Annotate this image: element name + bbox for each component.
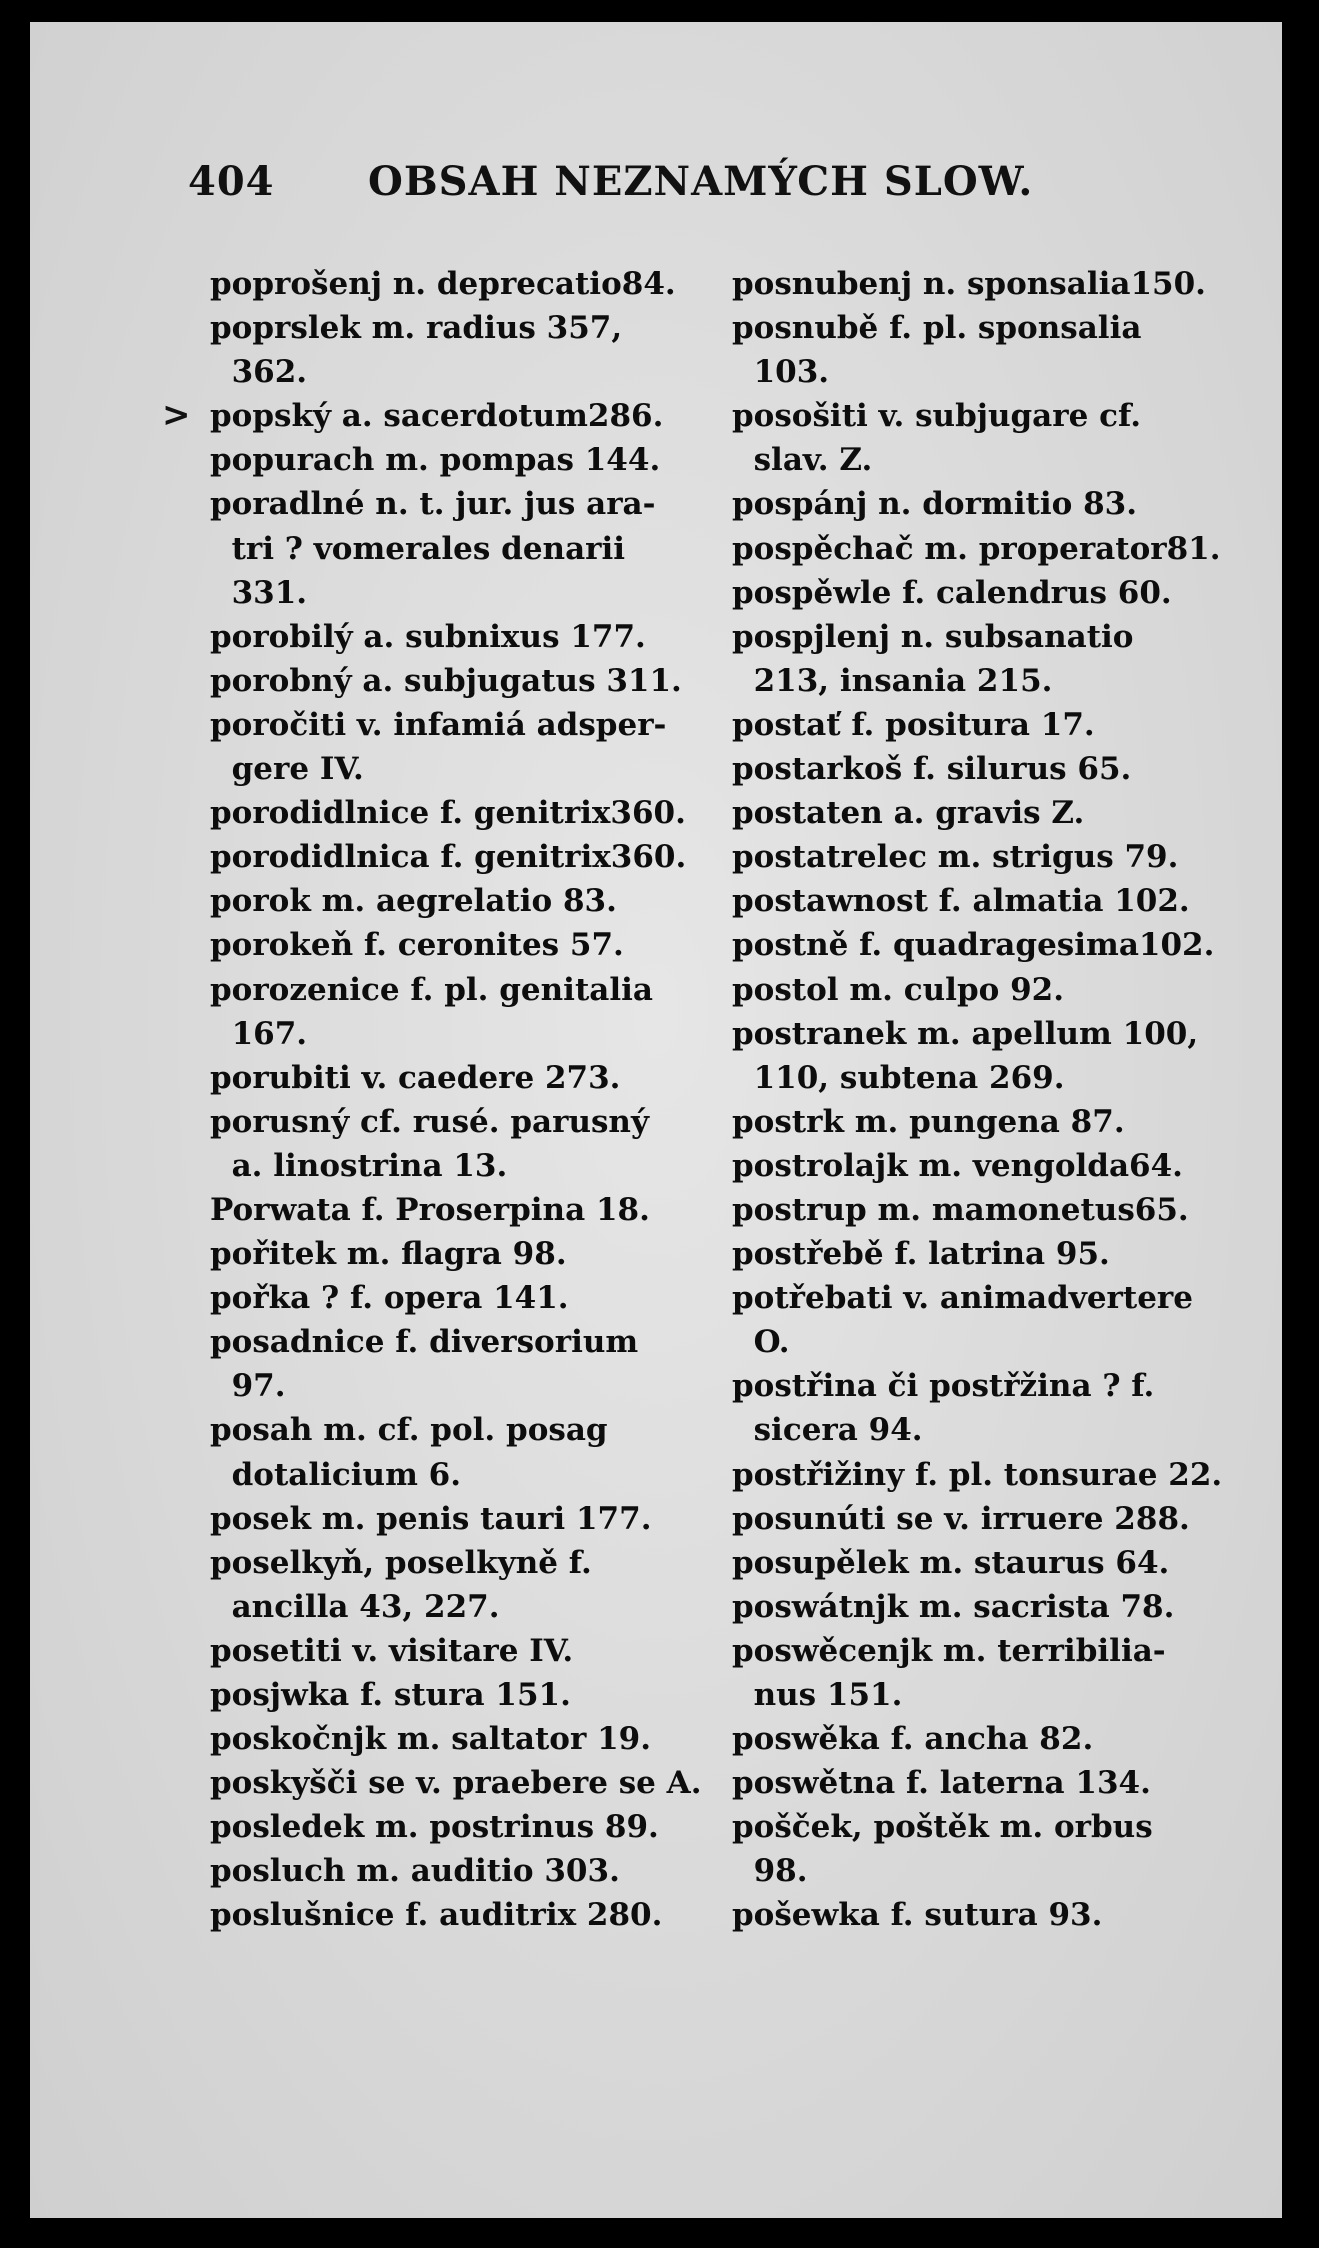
glossary-line: postrup m. mamonetus65.: [732, 1191, 1189, 1228]
glossary-line: sicera 94.: [732, 1412, 923, 1449]
glossary-line: popský a. sacerdotum286.: [210, 398, 664, 435]
glossary-line: postawnost f. almatia 102.: [732, 883, 1190, 920]
glossary-line: postol m. culpo 92.: [732, 971, 1065, 1008]
glossary-line: pospjlenj n. subsanatio: [732, 618, 1134, 655]
glossary-line: nus 151.: [732, 1677, 903, 1713]
glossary-line: postranek m. apellum 100,: [732, 1015, 1199, 1052]
glossary-line: porozenice f. pl. genitalia: [210, 971, 654, 1008]
glossary-line: poročiti v. infamiá adsper-: [210, 706, 667, 743]
glossary-line: slav. Z.: [732, 442, 873, 479]
glossary-line: posnubě f. pl. sponsalia: [732, 310, 1142, 347]
glossary-line: O.: [732, 1324, 790, 1361]
glossary-line: porobný a. subjugatus 311.: [210, 662, 682, 699]
glossary-line: pospěchač m. properator81.: [732, 530, 1221, 567]
glossary-line: poskočnjk m. saltator 19.: [210, 1721, 652, 1758]
glossary-line: postaten a. gravis Z.: [732, 795, 1085, 832]
glossary-line: pošewka f. sutura 93.: [732, 1897, 1103, 1934]
glossary-line: potřebati v. animadvertere: [732, 1280, 1193, 1317]
glossary-line: poselkyň, poselkyně f.: [210, 1544, 592, 1581]
glossary-column-left: [210, 262, 700, 1938]
glossary-line: porobilý a. subnixus 177.: [210, 618, 646, 655]
glossary-line: posnubenj n. sponsalia150.: [732, 266, 1206, 302]
glossary-line: poprošenj n. deprecatio84.: [210, 266, 676, 302]
glossary-line: poswěcenjk m. terribilia-: [732, 1632, 1166, 1669]
glossary-line: dotalicium 6.: [210, 1456, 462, 1493]
glossary-line: 331.: [210, 574, 308, 611]
glossary-line: poswětna f. laterna 134.: [732, 1765, 1151, 1802]
glossary-line: 110, subtena 269.: [732, 1059, 1065, 1096]
glossary-line: postrk m. pungena 87.: [732, 1103, 1125, 1140]
glossary-line: poradlné n. t. jur. jus ara-: [210, 486, 656, 523]
glossary-line: posunúti se v. irruere 288.: [732, 1500, 1190, 1537]
glossary-line: 362.: [210, 354, 308, 391]
glossary-line: posupělek m. staurus 64.: [732, 1544, 1170, 1581]
glossary-line: postať f. positura 17.: [732, 706, 1095, 743]
glossary-line: porodidlnica f. genitrix360.: [210, 839, 687, 876]
glossary-line: posetiti v. visitare IV.: [210, 1632, 574, 1669]
glossary-line: gere IV.: [210, 751, 364, 788]
page-number: 404: [188, 158, 275, 205]
glossary-line: porubiti v. caedere 273.: [210, 1059, 621, 1096]
glossary-line: popurach m. pompas 144.: [210, 442, 661, 479]
glossary-line: poprslek m. radius 357,: [210, 310, 623, 347]
glossary-line: 213, insania 215.: [732, 662, 1053, 699]
glossary-line: postřina či postřžina ? f.: [732, 1368, 1155, 1405]
glossary-line: poswěka f. ancha 82.: [732, 1721, 1094, 1758]
glossary-line: postně f. quadragesima102.: [732, 927, 1215, 964]
glossary-line: postrolajk m. vengolda64.: [732, 1147, 1183, 1184]
glossary-line: pošček, poštěk m. orbus: [732, 1809, 1153, 1846]
glossary-line: posluch m. auditio 303.: [210, 1853, 620, 1890]
glossary-line: posjwka f. stura 151.: [210, 1677, 571, 1713]
glossary-line: pospánj n. dormitio 83.: [732, 486, 1137, 523]
page-header: [178, 140, 1038, 210]
glossary-column-right: [732, 262, 1232, 1938]
glossary-line: poswátnjk m. sacrista 78.: [732, 1588, 1175, 1625]
glossary-line: postatrelec m. strigus 79.: [732, 839, 1179, 876]
glossary-line: Porwata f. Proserpina 18.: [210, 1191, 650, 1228]
glossary-line: porodidlnice f. genitrix360.: [210, 795, 686, 832]
margin-marker: >: [162, 395, 191, 435]
glossary-line: posek m. penis tauri 177.: [210, 1500, 652, 1537]
glossary-line: tri ? vomerales denarii: [210, 530, 626, 567]
glossary-line: porokeň f. ceronites 57.: [210, 927, 624, 964]
glossary-line: 103.: [732, 354, 830, 391]
glossary-line: porusný cf. rusé. parusný: [210, 1103, 649, 1140]
glossary-line: pořitek m. flagra 98.: [210, 1236, 567, 1273]
glossary-line: ancilla 43, 227.: [210, 1588, 500, 1625]
glossary-line: postarkoš f. silurus 65.: [732, 751, 1132, 788]
glossary-line: pořka ? f. opera 141.: [210, 1280, 569, 1317]
glossary-line: 167.: [210, 1015, 308, 1052]
glossary-line: porok m. aegrelatio 83.: [210, 883, 617, 920]
running-title: OBSAH NEZNAMÝCH SLOW.: [368, 158, 1034, 205]
glossary-line: 97.: [210, 1368, 286, 1405]
glossary-line: postřižiny f. pl. tonsurae 22.: [732, 1456, 1223, 1493]
glossary-line: posledek m. postrinus 89.: [210, 1809, 659, 1846]
glossary-line: poslušnice f. auditrix 280.: [210, 1897, 663, 1934]
glossary-line: 98.: [732, 1853, 808, 1890]
glossary-line: posah m. cf. pol. posag: [210, 1412, 608, 1449]
glossary-line: pospěwle f. calendrus 60.: [732, 574, 1172, 611]
glossary-line: postřebě f. latrina 95.: [732, 1236, 1110, 1273]
glossary-line: posošiti v. subjugare cf.: [732, 398, 1142, 435]
glossary-line: poskyšči se v. praebere se A.: [210, 1765, 702, 1802]
glossary-line: a. linostrina 13.: [210, 1147, 508, 1184]
glossary-line: posadnice f. diversorium: [210, 1324, 639, 1361]
